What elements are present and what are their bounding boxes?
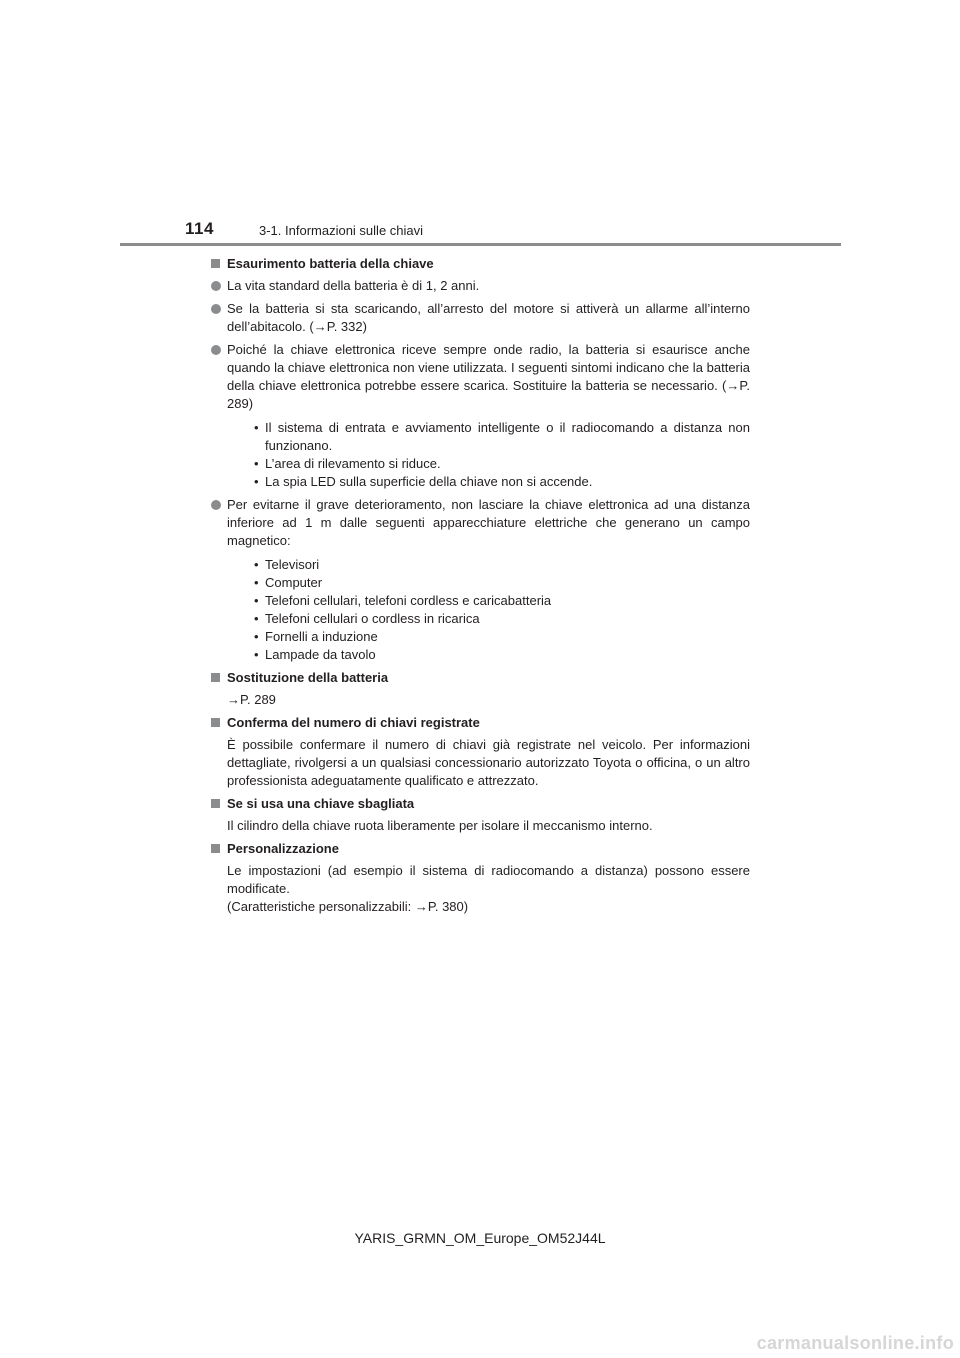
sub-list-item bbox=[254, 574, 750, 592]
sub-bullet-marker: • bbox=[254, 474, 259, 489]
sub-list-item bbox=[254, 646, 750, 664]
paragraph: Il cilindro della chiave ruota liberamente per isolare il meccanismo interno. bbox=[227, 818, 653, 833]
bullet-text: Poiché la chiave elettronica riceve sempre onde radio, la batteria si esaurisce anche quando la chiave elettronica non viene utilizzata. I seguenti sintomi indicano che la batteria della chiave elettronica potrebbe essere scarica. Sostituire la batteria se necessario. (→P. 289) bbox=[227, 342, 750, 411]
sub-list-item bbox=[254, 556, 750, 574]
square-bullet-icon bbox=[211, 259, 220, 268]
sub-list-text: Computer bbox=[265, 575, 323, 590]
square-bullet-icon bbox=[211, 799, 220, 808]
sub-list-text: Telefoni cellulari, telefoni cordless e caricabatteria bbox=[265, 593, 552, 608]
page-number: 114 bbox=[185, 219, 214, 238]
sub-list bbox=[227, 556, 750, 664]
paragraph: Le impostazioni (ad esempio il sistema di radiocomando a distanza) possono essere modificate. bbox=[227, 863, 750, 896]
bullet-item bbox=[210, 496, 750, 664]
sub-list-text: Il sistema di entrata e avviamento intelligente o il radiocomando a distanza non funzionano. bbox=[265, 420, 750, 453]
header-divider bbox=[120, 243, 841, 246]
sub-bullet-marker: • bbox=[254, 629, 259, 644]
sub-list-text: Fornelli a induzione bbox=[265, 629, 378, 644]
sub-list-item bbox=[254, 419, 750, 455]
section-heading-text: Esaurimento batteria della chiave bbox=[227, 256, 434, 271]
sub-list-text: L’area di rilevamento si riduce. bbox=[265, 456, 441, 471]
bullet-item bbox=[210, 341, 750, 491]
circle-bullet-icon bbox=[211, 281, 221, 291]
circle-bullet-icon bbox=[211, 304, 221, 314]
square-bullet-icon bbox=[211, 718, 220, 727]
bullet-text: Per evitarne il grave deterioramento, non lasciare la chiave elettronica ad una distanza inferiore ad 1 m dalle seguenti apparecchiature elettriche che generano un campo magnetico: bbox=[227, 497, 750, 548]
sub-list-text: La spia LED sulla superficie della chiave non si accende. bbox=[265, 474, 593, 489]
sub-bullet-marker: • bbox=[254, 593, 259, 608]
section-heading-text: Sostituzione della batteria bbox=[227, 670, 389, 685]
bullet-item bbox=[210, 277, 750, 295]
main-content bbox=[210, 255, 750, 921]
sub-list-text: Telefoni cellulari o cordless in ricarica bbox=[265, 611, 480, 626]
section-heading bbox=[210, 669, 750, 687]
section-heading bbox=[210, 714, 750, 732]
section-block bbox=[210, 669, 750, 709]
section-heading-text: Conferma del numero di chiavi registrate bbox=[227, 715, 480, 730]
sub-list-item bbox=[254, 592, 750, 610]
paragraph: →P. 289 bbox=[227, 692, 276, 707]
sub-list-text: Lampade da tavolo bbox=[265, 647, 376, 662]
section-block bbox=[210, 255, 750, 664]
section-block bbox=[210, 840, 750, 916]
square-bullet-icon bbox=[211, 673, 220, 682]
paragraph: È possibile confermare il numero di chiavi già registrate nel veicolo. Per informazioni dettagliate, rivolgersi a un qualsiasi concessionario autorizzato Toyota o officina, o un altro professionista adeguatamente qualificato e attrezzato. bbox=[227, 737, 750, 788]
sub-bullet-marker: • bbox=[254, 611, 259, 626]
footer-doc-code: YARIS_GRMN_OM_Europe_OM52J44L bbox=[354, 1230, 606, 1246]
sub-bullet-marker: • bbox=[254, 557, 259, 572]
section-block bbox=[210, 795, 750, 835]
sub-bullet-marker: • bbox=[254, 456, 259, 471]
section-heading bbox=[210, 255, 750, 273]
sub-list-text: Televisori bbox=[265, 557, 320, 572]
sub-list-item bbox=[254, 628, 750, 646]
sub-bullet-marker: • bbox=[254, 575, 259, 590]
section-heading-text: Se si usa una chiave sbagliata bbox=[227, 796, 415, 811]
section-block bbox=[210, 714, 750, 790]
bullet-text: La vita standard della batteria è di 1, 2 anni. bbox=[227, 278, 480, 293]
watermark-logo: carmanualsonline.info bbox=[756, 1333, 954, 1353]
sub-bullet-marker: • bbox=[254, 420, 259, 435]
circle-bullet-icon bbox=[211, 500, 221, 510]
sub-list-item bbox=[254, 455, 750, 473]
sub-bullet-marker: • bbox=[254, 647, 259, 662]
square-bullet-icon bbox=[211, 844, 220, 853]
bullet-text: Se la batteria si sta scaricando, all’arresto del motore si attiverà un allarme all’interno dell’abitacolo. (→P. 332) bbox=[227, 301, 750, 334]
section-heading-text: Personalizzazione bbox=[227, 841, 339, 856]
section-title: 3-1. Informazioni sulle chiavi bbox=[259, 223, 424, 238]
section-heading bbox=[210, 795, 750, 813]
section-heading bbox=[210, 840, 750, 858]
circle-bullet-icon bbox=[211, 345, 221, 355]
sub-list-item bbox=[254, 473, 750, 491]
sub-list-item bbox=[254, 610, 750, 628]
paragraph: (Caratteristiche personalizzabili: →P. 380) bbox=[227, 899, 469, 914]
sub-list bbox=[227, 419, 750, 491]
bullet-item bbox=[210, 300, 750, 336]
